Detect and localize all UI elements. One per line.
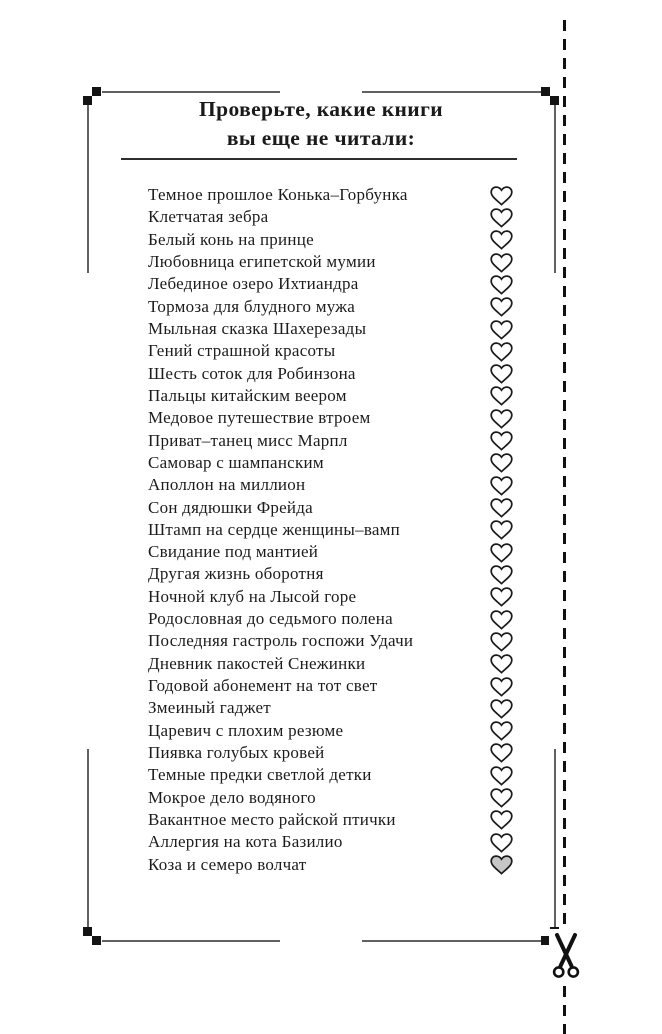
book-title: Пиявка голубых кровей [148,742,325,762]
book-row [148,296,514,318]
heart-checkbox[interactable] [489,274,514,295]
page-title-line1: Проверьте, какие книги [198,97,444,121]
frame-border-segment [102,940,280,942]
book-title: Мокрое дело водяного [148,787,316,807]
book-checklist [148,184,514,876]
book-title: Приват–танец мисс Марпл [148,430,348,450]
heart-icon [489,229,514,250]
book-title: Аполлон на миллион [148,475,306,495]
book-title: Аллергия на кота Базилио [148,832,343,852]
cut-line [563,20,566,926]
heart-checkbox[interactable] [489,676,514,697]
book-title: Дневник пакостей Снежинки [148,653,366,673]
book-title: Любовница египетской мумии [148,252,376,272]
book-row [148,318,514,340]
book-title: Другая жизнь оборотня [148,564,324,584]
heart-checkbox[interactable] [489,229,514,250]
book-title: Царевич с плохим резюме [148,720,344,740]
book-row [148,363,514,385]
book-row [148,853,514,875]
heart-checkbox[interactable] [489,385,514,406]
book-title: Клетчатая зебра [148,207,269,227]
heart-checkbox[interactable] [489,765,514,786]
book-row [148,541,514,563]
heart-icon [489,609,514,630]
heart-checkbox[interactable] [489,564,514,585]
book-title: Медовое путешествие втроем [148,408,371,428]
book-title: Годовой абонемент на тот свет [148,676,378,696]
book-title: Сон дядюшки Фрейда [148,497,313,517]
book-row [148,586,514,608]
heart-checkbox[interactable] [489,742,514,763]
book-row [148,675,514,697]
frame-corner-square [83,927,92,936]
heart-checkbox[interactable] [489,430,514,451]
heart-icon [489,586,514,607]
heart-icon [489,475,514,496]
heart-checkbox[interactable] [489,408,514,429]
book-row [148,184,514,206]
heart-checkbox[interactable] [489,653,514,674]
page-title-line2: вы еще не читали: [226,126,416,150]
heart-icon [489,319,514,340]
book-title: Белый конь на принце [148,229,314,249]
heart-checkbox[interactable] [489,341,514,362]
heart-icon [489,385,514,406]
cut-line [563,986,566,1034]
heart-icon [489,676,514,697]
heart-icon [489,497,514,518]
book-row [148,206,514,228]
book-title: Змеиный гаджет [148,698,271,718]
heart-icon [489,252,514,273]
book-row [148,608,514,630]
heart-checkbox[interactable] [489,787,514,808]
book-title: Темное прошлое Конька–Горбунка [148,185,408,205]
book-row [148,519,514,541]
heart-icon [489,542,514,563]
book-row [148,653,514,675]
heart-checkbox[interactable] [489,519,514,540]
heart-checkbox[interactable] [489,542,514,563]
book-row [148,429,514,451]
book-title: Последняя гастроль госпожи Удачи [148,631,414,651]
heart-checkbox[interactable] [489,609,514,630]
book-title: Пальцы китайским веером [148,385,347,405]
book-row [148,630,514,652]
frame-corner-square [92,936,101,945]
heart-icon [489,207,514,228]
book-title: Тормоза для блудного мужа [148,296,356,316]
book-title: Ночной клуб на Лысой горе [148,586,357,606]
title-divider [121,158,517,160]
book-row [148,563,514,585]
heart-checkbox[interactable] [489,475,514,496]
heart-icon [489,430,514,451]
heart-icon [489,787,514,808]
scissors-icon [549,929,582,982]
heart-checkbox[interactable] [489,720,514,741]
frame-border-segment [362,91,543,93]
heart-icon [489,363,514,384]
book-title: Лебединое озеро Ихтиандра [148,274,359,294]
heart-icon [489,185,514,206]
heart-icon [489,631,514,652]
heart-icon [489,720,514,741]
frame-border-segment [554,749,556,929]
frame-border-segment [362,940,543,942]
book-row [148,340,514,362]
book-row [148,474,514,496]
heart-icon [489,854,514,875]
heart-icon [489,564,514,585]
book-row [148,786,514,808]
book-title: Мыльная сказка Шахерезады [148,319,367,339]
heart-checkbox[interactable] [489,586,514,607]
heart-icon [489,341,514,362]
heart-checkbox[interactable] [489,252,514,273]
heart-icon [489,765,514,786]
heart-checkbox[interactable] [489,832,514,853]
heart-checkbox[interactable] [489,363,514,384]
book-row [148,229,514,251]
heart-checkbox[interactable] [489,698,514,719]
book-row [148,407,514,429]
heart-icon [489,742,514,763]
book-title: Коза и семеро волчат [148,854,307,874]
book-row [148,251,514,273]
heart-checkbox[interactable] [489,185,514,206]
heart-icon [489,519,514,540]
heart-checkbox[interactable] [489,207,514,228]
heart-checkbox[interactable] [489,854,514,875]
book-title: Темные предки светлой детки [148,765,372,785]
book-row [148,697,514,719]
heart-checkbox[interactable] [489,296,514,317]
book-title: Штамп на сердце женщины–вамп [148,519,401,539]
heart-checkbox[interactable] [489,452,514,473]
book-row [148,831,514,853]
book-row [148,720,514,742]
heart-icon [489,698,514,719]
book-row [148,496,514,518]
heart-icon [489,653,514,674]
book-title: Самовар с шампанским [148,452,324,472]
book-title: Родословная до седьмого полена [148,609,393,629]
heart-checkbox[interactable] [489,319,514,340]
book-row [148,764,514,786]
book-row [148,742,514,764]
heart-icon [489,274,514,295]
heart-checkbox[interactable] [489,809,514,830]
frame-border-segment [87,749,89,929]
book-row [148,809,514,831]
heart-icon [489,296,514,317]
heart-checkbox[interactable] [489,497,514,518]
book-row [148,273,514,295]
book-title: Свидание под мантией [148,542,319,562]
book-title: Шесть соток для Робинзона [148,363,356,383]
heart-icon [489,832,514,853]
book-title: Гений страшной красоты [148,341,336,361]
heart-icon [489,452,514,473]
book-row [148,452,514,474]
frame-border-segment [102,91,280,93]
heart-checkbox[interactable] [489,631,514,652]
heart-icon [489,809,514,830]
book-title: Вакантное место райской птички [148,809,396,829]
book-row [148,385,514,407]
heart-icon [489,408,514,429]
page-title [87,95,555,153]
